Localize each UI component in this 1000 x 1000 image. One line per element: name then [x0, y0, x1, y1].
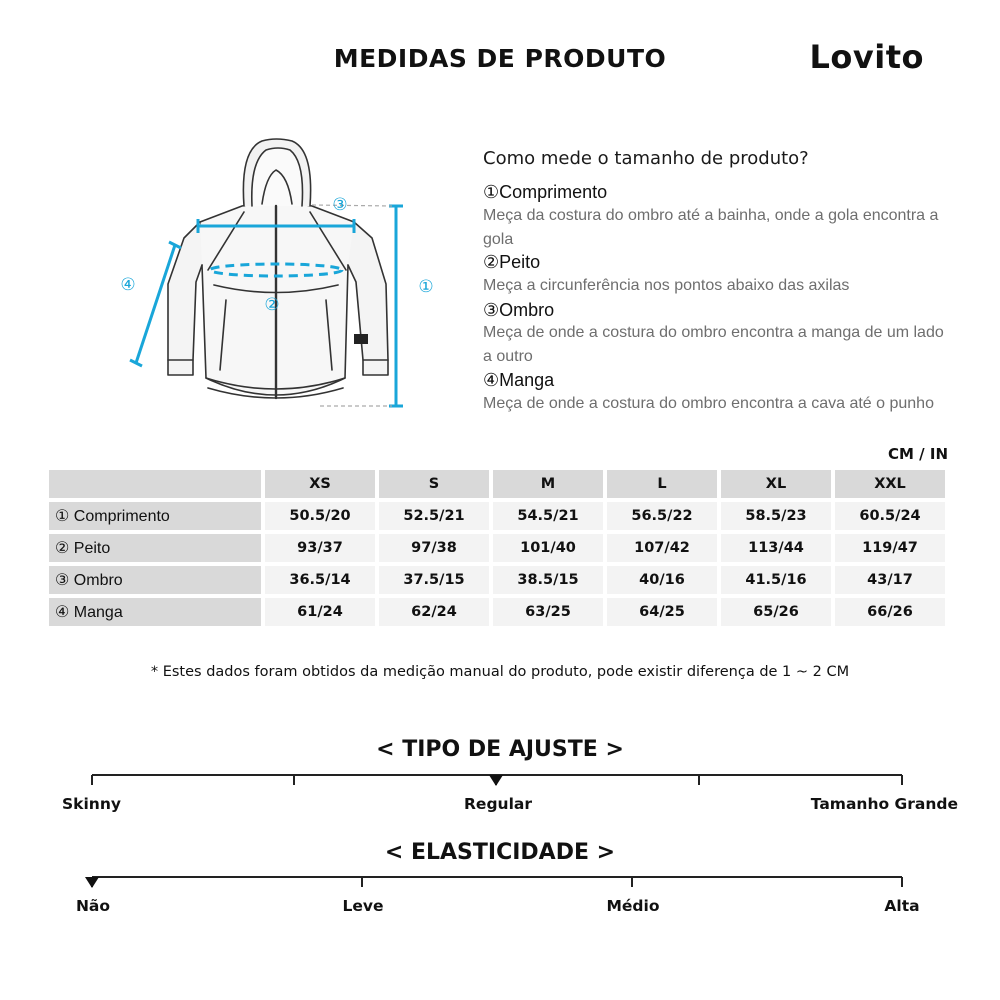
- size-header-s: S: [379, 470, 489, 498]
- size-header-xl: XL: [721, 470, 831, 498]
- size-table: [45, 466, 949, 630]
- table-cell: 66/26: [835, 598, 945, 626]
- table-row: [49, 598, 945, 626]
- row-label: ③ Ombro: [49, 566, 261, 594]
- table-cell: 119/47: [835, 534, 945, 562]
- row-label: ① Comprimento: [49, 502, 261, 530]
- elasticity-scale: [0, 864, 1000, 894]
- table-cell: 97/38: [379, 534, 489, 562]
- measure-item-sleeve-desc: Meça de onde a costura do ombro encontra a cava até o punho: [483, 395, 934, 412]
- marker-sleeve: ④: [120, 275, 136, 295]
- marker-length: ①: [418, 277, 434, 297]
- measure-item-chest: ②Peito: [483, 252, 541, 272]
- fit-label-oversize: Tamanho Grande: [810, 795, 958, 813]
- table-cell: 65/26: [721, 598, 831, 626]
- elasticity-selected-marker: [85, 877, 99, 888]
- marker-shoulder: ③: [332, 195, 348, 215]
- fit-label-regular: Regular: [464, 795, 532, 813]
- fit-scale: [0, 760, 1000, 792]
- row-label: ② Peito: [49, 534, 261, 562]
- measure-item-shoulder: ③Ombro: [483, 300, 555, 320]
- table-cell: 107/42: [607, 534, 717, 562]
- table-cell: 62/24: [379, 598, 489, 626]
- fit-title: < TIPO DE AJUSTE >: [376, 737, 624, 762]
- elasticity-label-medium: Médio: [606, 897, 660, 915]
- elasticity-label-high: Alta: [884, 897, 920, 915]
- measure-item-chest-desc: Meça a circunferência nos pontos abaixo das axilas: [483, 277, 850, 294]
- measure-item-length: ①Comprimento: [483, 182, 608, 202]
- table-cell: 37.5/15: [379, 566, 489, 594]
- fit-label-skinny: Skinny: [62, 795, 121, 813]
- measure-item-shoulder-desc: Meça de onde a costura do ombro encontra a manga de um lado a outro: [483, 324, 944, 365]
- elasticity-label-light: Leve: [342, 897, 384, 915]
- table-cell: 38.5/15: [493, 566, 603, 594]
- table-cell: 63/25: [493, 598, 603, 626]
- hoodie-illustration: [110, 135, 450, 425]
- units-label: CM / IN: [888, 445, 948, 463]
- table-cell: 113/44: [721, 534, 831, 562]
- table-row: [49, 566, 945, 594]
- size-header-m: M: [493, 470, 603, 498]
- table-cell: 40/16: [607, 566, 717, 594]
- measure-item-length-desc: Meça da costura do ombro até a bainha, onde a gola encontra a gola: [483, 207, 939, 248]
- elasticity-title: < ELASTICIDADE >: [384, 840, 616, 865]
- size-header-xxl: XXL: [835, 470, 945, 498]
- table-header-row: [49, 470, 945, 498]
- table-cell: 64/25: [607, 598, 717, 626]
- table-cell: 93/37: [265, 534, 375, 562]
- measurement-note: * Estes dados foram obtidos da medição manual do produto, pode existir diferença de 1 ~ 2 CM: [150, 664, 850, 680]
- measure-item-sleeve: ④Manga: [483, 370, 555, 390]
- row-label: ④ Manga: [49, 598, 261, 626]
- table-cell: 58.5/23: [721, 502, 831, 530]
- table-cell: 60.5/24: [835, 502, 945, 530]
- table-row: [49, 534, 945, 562]
- brand-logo: Lovito: [809, 38, 924, 76]
- marker-chest: ②: [264, 295, 280, 315]
- table-cell: 54.5/21: [493, 502, 603, 530]
- fit-selected-marker: [489, 775, 503, 786]
- size-header-xs: XS: [265, 470, 375, 498]
- table-corner: [49, 470, 261, 498]
- table-cell: 36.5/14: [265, 566, 375, 594]
- size-header-l: L: [607, 470, 717, 498]
- page-title: MEDIDAS DE PRODUTO: [333, 44, 667, 73]
- table-cell: 61/24: [265, 598, 375, 626]
- table-row: [49, 502, 945, 530]
- elasticity-label-none: Não: [75, 897, 111, 915]
- table-cell: 50.5/20: [265, 502, 375, 530]
- table-cell: 56.5/22: [607, 502, 717, 530]
- table-cell: 52.5/21: [379, 502, 489, 530]
- table-cell: 101/40: [493, 534, 603, 562]
- measure-guide-heading: Como mede o tamanho de produto?: [483, 148, 809, 169]
- table-cell: 41.5/16: [721, 566, 831, 594]
- table-cell: 43/17: [835, 566, 945, 594]
